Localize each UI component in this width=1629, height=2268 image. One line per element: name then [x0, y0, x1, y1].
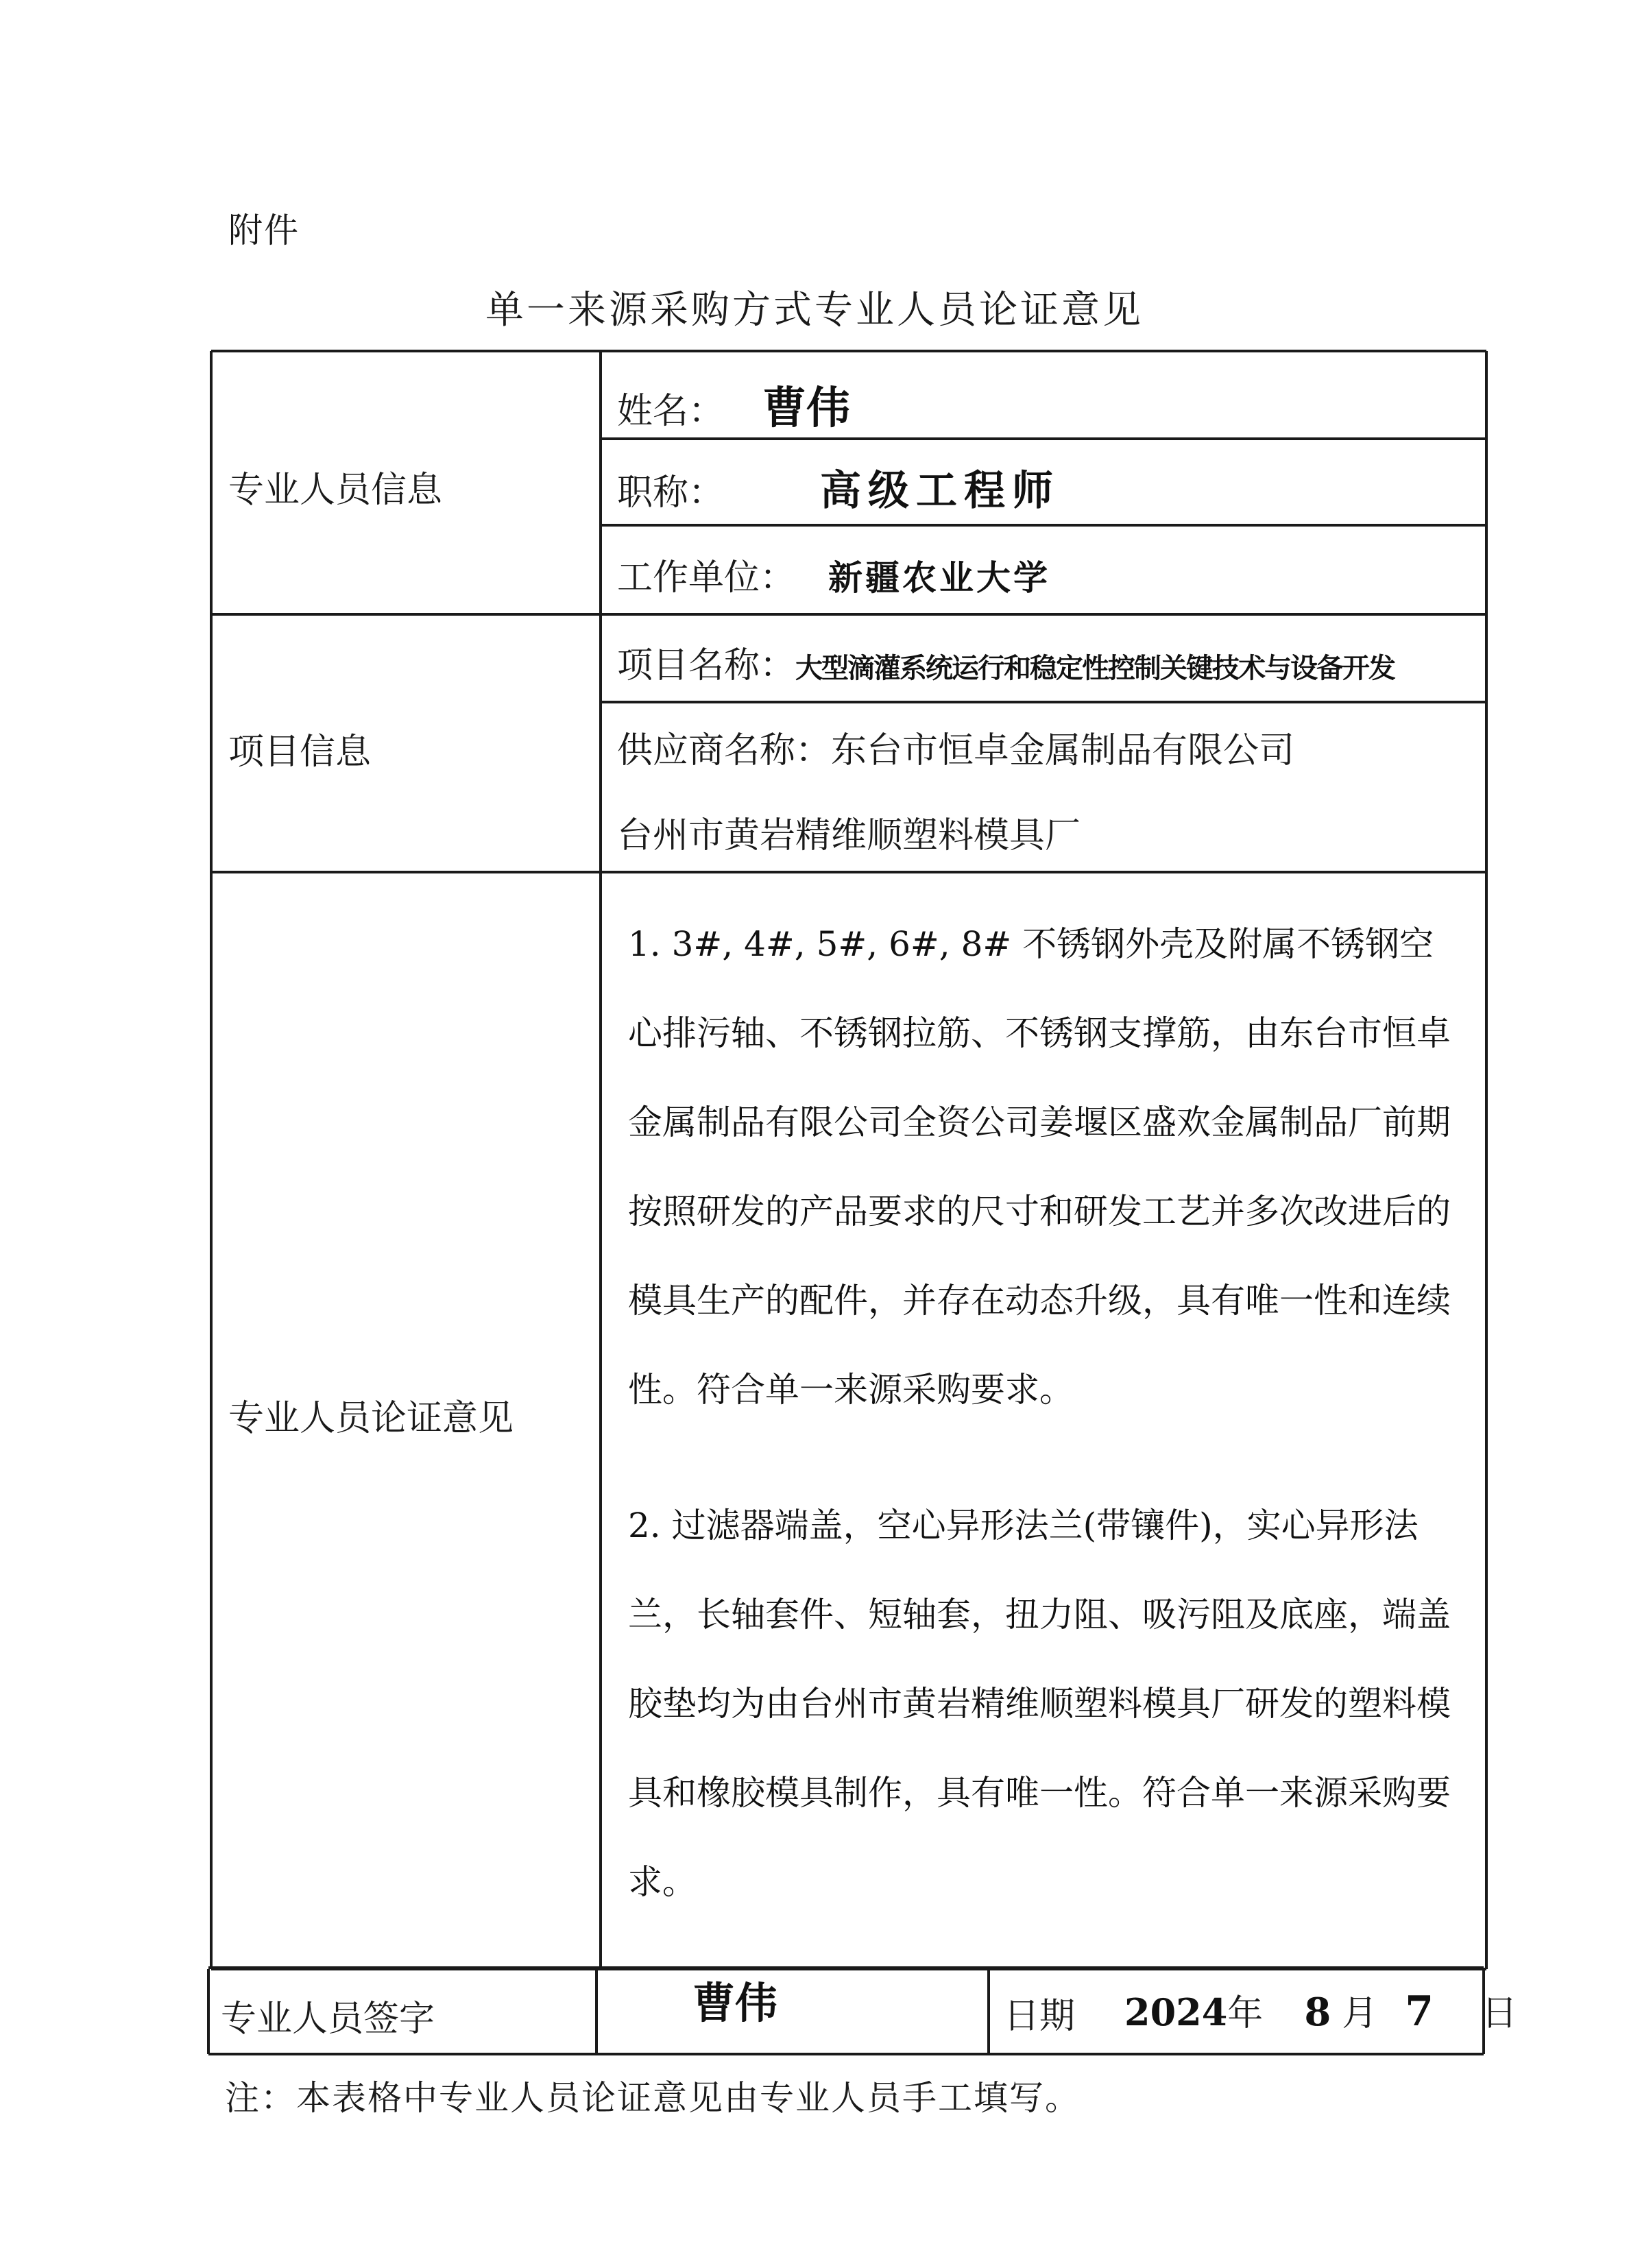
name-label: 姓名：: [617, 391, 725, 432]
supplier-row: [617, 721, 1294, 773]
title-row: [617, 458, 1060, 517]
date-value: [1124, 1984, 1517, 2036]
supplier-label: 供应商名称：: [617, 730, 832, 771]
unit-row: [617, 548, 1050, 600]
project-info-label: 项目信息: [228, 732, 372, 773]
attachment-label: 附件: [228, 210, 300, 250]
name-value: 曹伟: [762, 383, 851, 434]
job-title-value: 高级工程师: [820, 467, 1061, 515]
name-row: [617, 373, 850, 436]
job-title-label: 职称：: [617, 472, 725, 514]
opinion-text: [628, 900, 1451, 1927]
date-year-unit: 年: [1227, 1993, 1264, 2034]
date-year: 2024: [1124, 1990, 1228, 2034]
opinion-paragraph-1: 1. 3#, 4#, 5#, 6#, 8# 不锈钢外壳及附属不锈钢空心排污轴、不锈钢拉筋、不锈钢支撑筋，由东台市恒卓金属制品有限公司全资公司姜堰区盛欢金属制品厂前期按照研发的产品要求的尺寸和研发工艺并多次改进后的模具生产的配件，并存在动态升级，具有唯一性和连续性。符合单一来源采购要求。: [628, 924, 1451, 1410]
document-title: 单一来源采购方式专业人员论证意见: [485, 288, 1144, 333]
date-label: 日期: [1004, 1996, 1076, 2037]
expert-info-label: 专业人员信息: [228, 470, 443, 511]
footer-note: 注：本表格中专业人员论证意见由专业人员手工填写。: [225, 2078, 1081, 2118]
project-name-value: 大型滴灌系统运行和稳定性控制关键技术与设备开发: [795, 652, 1395, 684]
opinion-label: 专业人员论证意见: [228, 1398, 514, 1439]
supplier-2: 台州市黄岩精维顺塑料模具厂: [617, 815, 1081, 856]
project-name-label: 项目名称：: [617, 645, 796, 686]
signature-value: 曹伟: [692, 1978, 778, 2028]
date-day: 7: [1405, 1988, 1434, 2036]
supplier-1: 东台市恒卓金属制品有限公司: [831, 730, 1295, 771]
signature-label: 专业人员签字: [221, 1999, 435, 2040]
date-day-unit: 日: [1482, 1993, 1518, 2034]
date-month: 8: [1304, 1990, 1331, 2035]
date-month-unit: 月: [1342, 1993, 1378, 2034]
work-unit-value: 新疆农业大学: [828, 557, 1051, 598]
opinion-paragraph-2: 2. 过滤器端盖，空心异形法兰(带镶件)，实心异形法兰，长轴套件、短轴套，扭力阻、吸污阻及底座，端盖胶垫均为由台州市黄岩精维顺塑料模具厂研发的塑料模具和橡胶模具制作，具有唯一性。符合单一来源采购要求。: [628, 1506, 1451, 1902]
work-unit-label: 工作单位：: [617, 557, 796, 599]
project-name-row: [617, 636, 1395, 688]
